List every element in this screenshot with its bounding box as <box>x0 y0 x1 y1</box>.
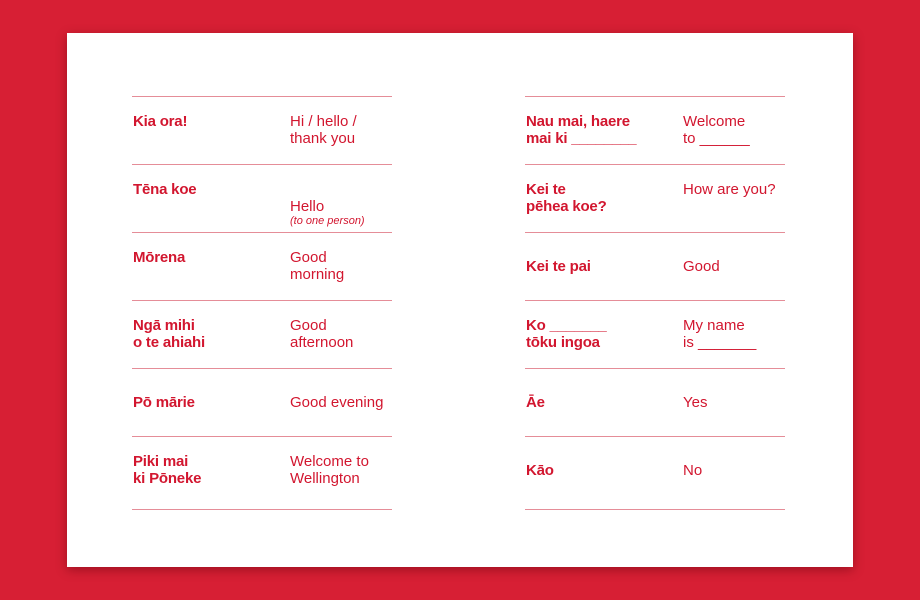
maori-phrase: Ngā mihi o te ahiahi <box>133 317 205 351</box>
phrase-row-kei-te-pai <box>525 232 785 300</box>
maori-phrase: Āe <box>526 394 545 411</box>
english-translation: Welcome to Wellington <box>290 453 369 487</box>
maori-phrase: Kei te pai <box>526 258 591 275</box>
phrase-row-ae <box>525 368 785 436</box>
phrase-row-kao <box>525 436 785 510</box>
maori-phrase: Pō mārie <box>133 394 195 411</box>
phrase-row-kia-ora <box>132 96 392 164</box>
english-translation: Good afternoon <box>290 317 354 351</box>
phrase-card <box>67 33 853 567</box>
english-translation: Hi / hello / thank you <box>290 113 357 147</box>
english-translation: Good <box>683 258 720 275</box>
phrase-row-tena-koe <box>132 164 392 232</box>
maori-phrase: Piki mai ki Pōneke <box>133 453 202 487</box>
english-translation: Good morning <box>290 249 345 283</box>
maori-phrase: Mōrena <box>133 249 186 266</box>
phrase-row-morena <box>132 232 392 300</box>
maori-phrase: Kei te pēhea koe? <box>526 181 607 215</box>
english-translation: Welcome to ______ <box>683 113 750 147</box>
maori-phrase: Tēna koe <box>133 181 197 198</box>
translation-note: (to one person) <box>290 215 365 227</box>
phrase-row-nga-mihi <box>132 300 392 368</box>
english-translation: Yes <box>683 394 708 411</box>
english-translation: My name is _______ <box>683 317 757 351</box>
maori-phrase: Nau mai, haere mai ki ________ <box>526 113 637 147</box>
phrase-row-nau-mai <box>525 96 785 164</box>
phrase-row-kei-te-pehea <box>525 164 785 232</box>
maori-phrase: Kāo <box>526 462 554 479</box>
right-phrase-column <box>525 96 785 510</box>
phrase-row-ko-toku-ingoa <box>525 300 785 368</box>
maori-phrase: Ko _______ tōku ingoa <box>526 317 607 351</box>
maori-phrase: Kia ora! <box>133 113 188 130</box>
left-phrase-column <box>132 96 392 510</box>
english-translation: Good evening <box>290 394 384 411</box>
phrase-row-piki-mai <box>132 436 392 510</box>
english-translation: No <box>683 462 703 479</box>
phrase-row-po-marie <box>132 368 392 436</box>
english-translation: How are you? <box>683 181 776 198</box>
english-translation: Hello <box>290 198 325 215</box>
